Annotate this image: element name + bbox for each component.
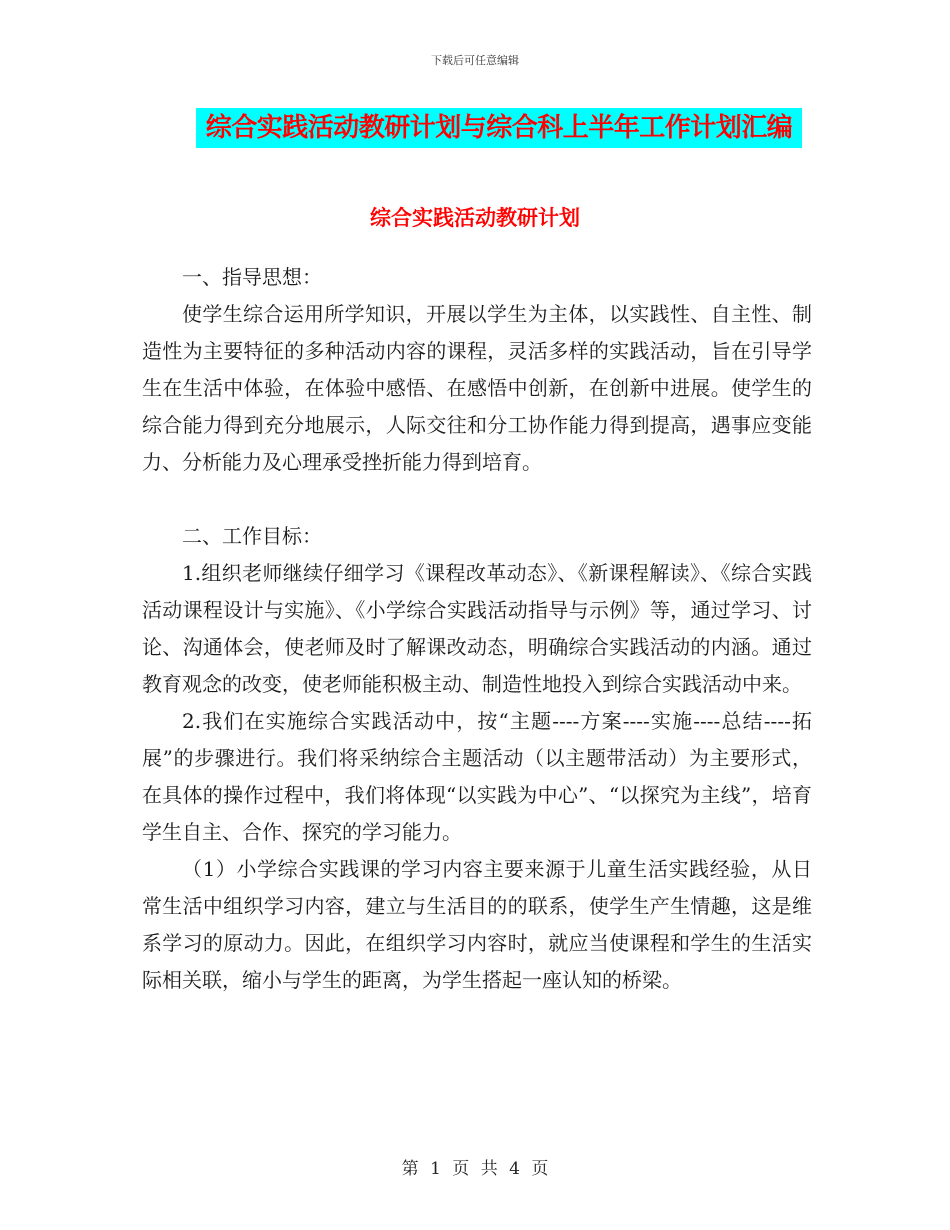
main-title: 综合实践活动教研计划与综合科上半年工作计划汇编: [196, 108, 802, 148]
paragraph: 使学生综合运用所学知识，开展以学生为主体，以实践性、自主性、制造性为主要特征的多种活动内容的课程，灵活多样的实践活动，旨在引导学生在生活中体验，在体验中感悟、在感悟中创新，在创新中进展。使学生的综合能力得到充分地展示，人际交往和分工协作能力得到提高，遇事应变能力、分析能力及心理承受挫折能力得到培育。: [142, 302, 812, 474]
spacer: [142, 222, 812, 259]
paragraph-heading-1: 一、指导思想：: [182, 265, 322, 289]
footer-prefix: 第: [401, 1159, 419, 1179]
footer-suffix: 页: [531, 1159, 549, 1179]
footer-total-word: 共: [480, 1159, 498, 1179]
paragraph: 2.我们在实施综合实践活动中，按“主题----方案----实施----总结----拓展”的步骤进行。我们将采纳综合主题活动（以主题带活动）为主要形式，在具体的操作过程中，我们将体现“以实践为中心”、“以探究为主线”，培育学生自主、合作、探究的学习能力。: [142, 709, 812, 844]
page-footer: [0, 1154, 950, 1179]
paragraph-heading-2: 二、工作目标：: [182, 524, 322, 548]
footer-page-word: 页: [452, 1159, 470, 1179]
paragraph: （1）小学综合实践课的学习内容主要来源于儿童生活实践经验，从日常生活中组织学习内容，建立与生活目的的联系，使学生产生情趣，这是维系学习的原动力。因此，在组织学习内容时，就应当使课程和学生的生活实际相关联，缩小与学生的距离，为学生搭起一座认知的桥梁。: [142, 857, 812, 992]
paragraph: 1.组织老师继续仔细学习《课程改革动态》、《新课程解读》、《综合实践活动课程设计与实施》、《小学综合实践活动指导与示例》等，通过学习、讨论、沟通体会，使老师及时了解课改动态，明确综合实践活动的内涵。通过教育观念的改变，使老师能积极主动、制造性地投入到综合实践活动中来。: [142, 561, 812, 696]
total-page-number: 4: [509, 1159, 520, 1179]
header-note: 下载后可任意编辑: [431, 54, 519, 67]
spacer: [142, 481, 812, 518]
section-title: 综合实践活动教研计划: [370, 205, 580, 230]
current-page-number: 1: [430, 1159, 441, 1179]
document-body: [142, 222, 812, 999]
